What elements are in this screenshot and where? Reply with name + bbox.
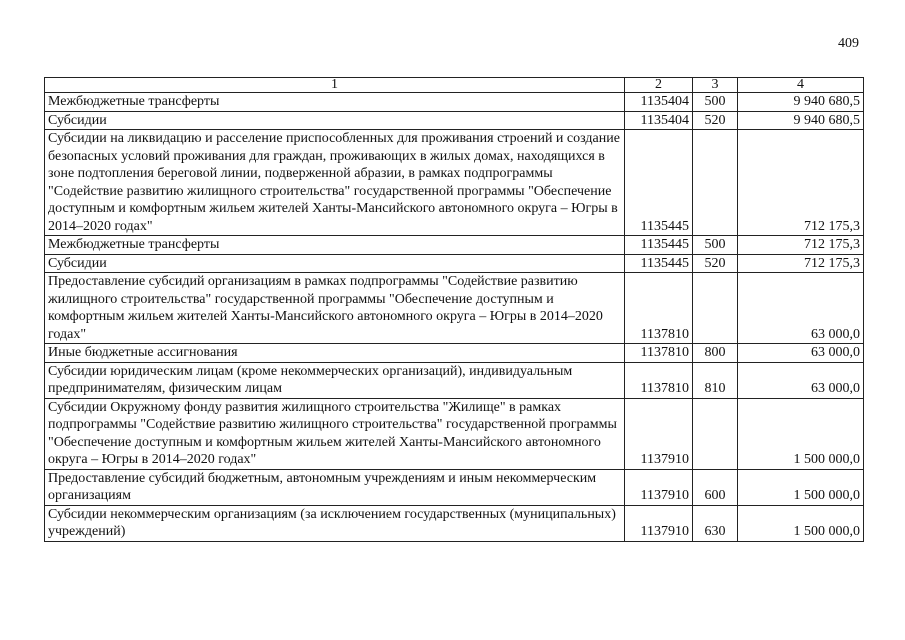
- column-header-2: 2: [625, 78, 693, 93]
- row-type: 520: [693, 111, 738, 130]
- row-name: Субсидии некоммерческим организациям (за исключением государственных (муниципальных) учреждений): [45, 505, 625, 541]
- row-name: Предоставление субсидий бюджетным, автономным учреждениям и иным некоммерческим организациям: [45, 469, 625, 505]
- row-code: 1137810: [625, 273, 693, 344]
- row-code: 1135404: [625, 111, 693, 130]
- row-name: Субсидии юридическим лицам (кроме некоммерческих организаций), индивидуальным предпринимателям, физическим лицам: [45, 362, 625, 398]
- row-name: Субсидии: [45, 111, 625, 130]
- row-code: 1135445: [625, 254, 693, 273]
- table-row: [45, 254, 864, 273]
- row-type: 600: [693, 469, 738, 505]
- row-name: Субсидии Окружному фонду развития жилищного строительства "Жилище" в рамках подпрограммы "Содействие развитию жилищного строительства" государственной программы "Обеспечение доступным и комфортным жильем жителей Ханты-Мансийского автономного округа – Югры в 2014–2020 годах": [45, 398, 625, 469]
- row-name: Субсидии на ликвидацию и расселение приспособленных для проживания строений и создание безопасных условий проживания для граждан, проживающих в жилых домах, находящихся в зоне подтопления береговой линии, подверженной абразии, в рамках подпрограммы "Содействие развитию жилищного строительства" государственной программы "Обеспечение доступным и комфортным жильем жителей Ханты-Мансийского автономного округа – Югры в 2014–2020 годах": [45, 130, 625, 236]
- row-amount: 63 000,0: [738, 273, 864, 344]
- table-row: [45, 362, 864, 398]
- table-row: [45, 236, 864, 255]
- row-amount: 1 500 000,0: [738, 398, 864, 469]
- row-amount: 712 175,3: [738, 130, 864, 236]
- table-row: [45, 93, 864, 112]
- row-code: 1137910: [625, 505, 693, 541]
- row-code: 1137810: [625, 344, 693, 363]
- row-code: 1137910: [625, 469, 693, 505]
- row-name: Субсидии: [45, 254, 625, 273]
- row-type: 520: [693, 254, 738, 273]
- row-name: Иные бюджетные ассигнования: [45, 344, 625, 363]
- column-header-3: 3: [693, 78, 738, 93]
- row-amount: 9 940 680,5: [738, 93, 864, 112]
- row-name: Межбюджетные трансферты: [45, 236, 625, 255]
- table-row: [45, 344, 864, 363]
- row-type: [693, 273, 738, 344]
- table-row: [45, 111, 864, 130]
- row-amount: 1 500 000,0: [738, 469, 864, 505]
- row-code: 1135445: [625, 130, 693, 236]
- row-code: 1135404: [625, 93, 693, 112]
- row-amount: 712 175,3: [738, 236, 864, 255]
- row-amount: 63 000,0: [738, 344, 864, 363]
- row-type: [693, 398, 738, 469]
- page-number: 409: [838, 36, 859, 51]
- row-amount: 9 940 680,5: [738, 111, 864, 130]
- table-row: [45, 130, 864, 236]
- row-type: [693, 130, 738, 236]
- row-type: 630: [693, 505, 738, 541]
- table-row: [45, 273, 864, 344]
- row-code: 1137810: [625, 362, 693, 398]
- table-row: [45, 398, 864, 469]
- column-header-4: 4: [738, 78, 864, 93]
- row-amount: 63 000,0: [738, 362, 864, 398]
- row-type: 500: [693, 236, 738, 255]
- row-code: 1135445: [625, 236, 693, 255]
- row-name: Предоставление субсидий организациям в рамках подпрограммы "Содействие развитию жилищного строительства" государственной программы "Обеспечение доступным и комфортным жильем жителей Ханты-Мансийского автономного округа – Югры в 2014–2020 годах": [45, 273, 625, 344]
- row-type: 500: [693, 93, 738, 112]
- budget-table: [44, 77, 864, 542]
- row-type: 800: [693, 344, 738, 363]
- table-row: [45, 505, 864, 541]
- table-row: [45, 469, 864, 505]
- row-amount: 1 500 000,0: [738, 505, 864, 541]
- table-header-row: [45, 78, 864, 93]
- row-amount: 712 175,3: [738, 254, 864, 273]
- row-type: 810: [693, 362, 738, 398]
- row-code: 1137910: [625, 398, 693, 469]
- column-header-1: 1: [45, 78, 625, 93]
- row-name: Межбюджетные трансферты: [45, 93, 625, 112]
